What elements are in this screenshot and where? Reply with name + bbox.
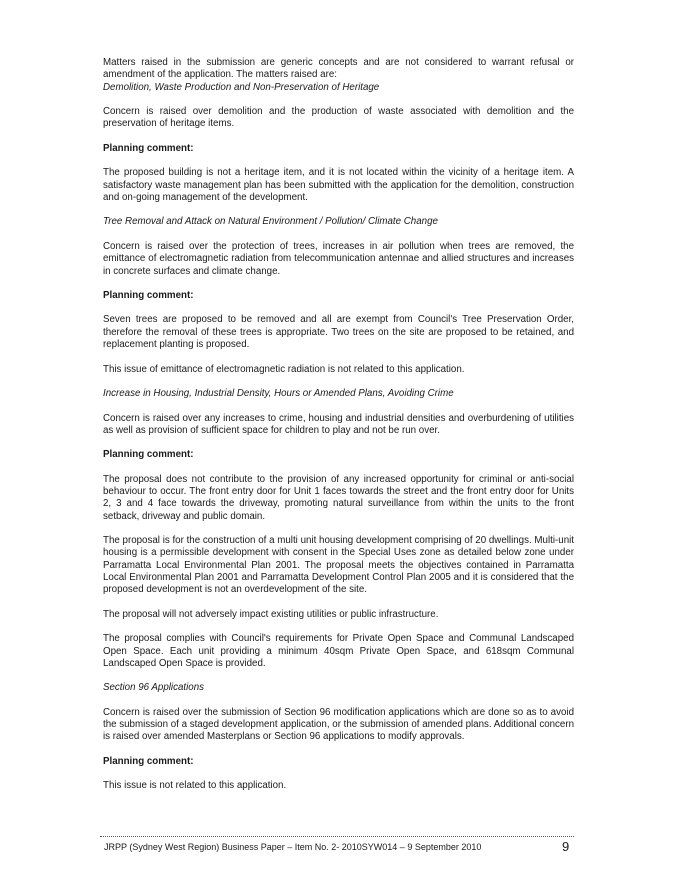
- page-number: 9: [562, 839, 570, 854]
- document-body: [103, 57, 574, 793]
- concern-paragraph: Concern is raised over the protection of trees, increases in air pollution when trees are removed, the emittance of electromagnetic radiation from telecommunication antennae and allied structures and increases in concrete surfaces and climate change.: [103, 240, 574, 277]
- comment-paragraph: The proposal will not adversely impact existing utilities or public infrastructure.: [103, 608, 439, 620]
- concern-paragraph: Concern is raised over demolition and the production of waste associated with demolition and the preservation of heritage items.: [103, 106, 574, 130]
- section-heading: Tree Removal and Attack on Natural Environment / Pollution/ Climate Change: [103, 216, 438, 228]
- section-heading: Demolition, Waste Production and Non-Preservation of Heritage: [103, 81, 380, 93]
- comment-paragraph: The proposal does not contribute to the provision of any increased opportunity for criminal or anti-social behaviour to occur. The front entry door for Unit 1 faces towards the street and the front entry door for Units 2, 3 and 4 face towards the driveway, promoting natural surveillance from within the units to the front setback, driveway and public domain.: [103, 473, 574, 522]
- concern-paragraph: Concern is raised over any increases to crime, housing and industrial densities and overburdening of utilities as well as provision of sufficient space for children to play and not be run over.: [103, 412, 574, 436]
- planning-comment-label: Planning comment:: [103, 142, 194, 154]
- planning-comment-label: Planning comment:: [103, 449, 194, 461]
- footer-divider: [100, 836, 574, 837]
- comment-paragraph: Seven trees are proposed to be removed and all are exempt from Council's Tree Preservation Order, therefore the removal of these trees is appropriate. Two trees on the site are proposed to be retained, and replacement planting is proposed.: [103, 314, 574, 351]
- comment-paragraph: The proposed building is not a heritage item, and it is not located within the vicinity of a heritage item. A satisfactory waste management plan has been submitted with the application for the demolition, construction and on-going management of the development.: [103, 167, 574, 203]
- planning-comment-label: Planning comment:: [103, 755, 194, 767]
- footer-text: JRPP (Sydney West Region) Business Paper – Item No. 2- 2010SYW014 – 9 September 2010: [104, 842, 482, 852]
- comment-paragraph: The proposal complies with Council's requirements for Private Open Space and Communal Landscaped Open Space. Each unit providing a minimum 40sqm Private Open Space, and 618sqm Communal Landscaped Open Space is provided.: [103, 633, 574, 669]
- comment-paragraph: The proposal is for the construction of a multi unit housing development comprising of 20 dwellings. Multi-unit housing is a permissible development with consent in the Special Uses zone as detailed below zone under Parramatta Local Environmental Plan 2001. The proposal meets the objectives contained in Parramatta Local Environmental Plan 2001 and Parramatta Development Control Plan 2005 and it is considered that the proposed development is not an overdevelopment of the site.: [103, 535, 574, 596]
- comment-paragraph: This issue is not related to this application.: [103, 780, 287, 792]
- comment-paragraph: This issue of emittance of electromagnetic radiation is not related to this application.: [103, 363, 465, 375]
- concern-paragraph: Concern is raised over the submission of Section 96 modification applications which are done so as to avoid the submission of a staged development application, or the submission of amended plans. Additional concern is raised over amended Masterplans or Section 96 applications to modify approvals.: [103, 706, 574, 743]
- planning-comment-label: Planning comment:: [103, 289, 194, 301]
- section-heading: Increase in Housing, Industrial Density, Hours or Amended Plans, Avoiding Crime: [103, 388, 454, 400]
- intro-paragraph: Matters raised in the submission are generic concepts and are not considered to warrant refusal or amendment of the application. The matters raised are:: [103, 57, 574, 81]
- section-heading: Section 96 Applications: [103, 682, 204, 694]
